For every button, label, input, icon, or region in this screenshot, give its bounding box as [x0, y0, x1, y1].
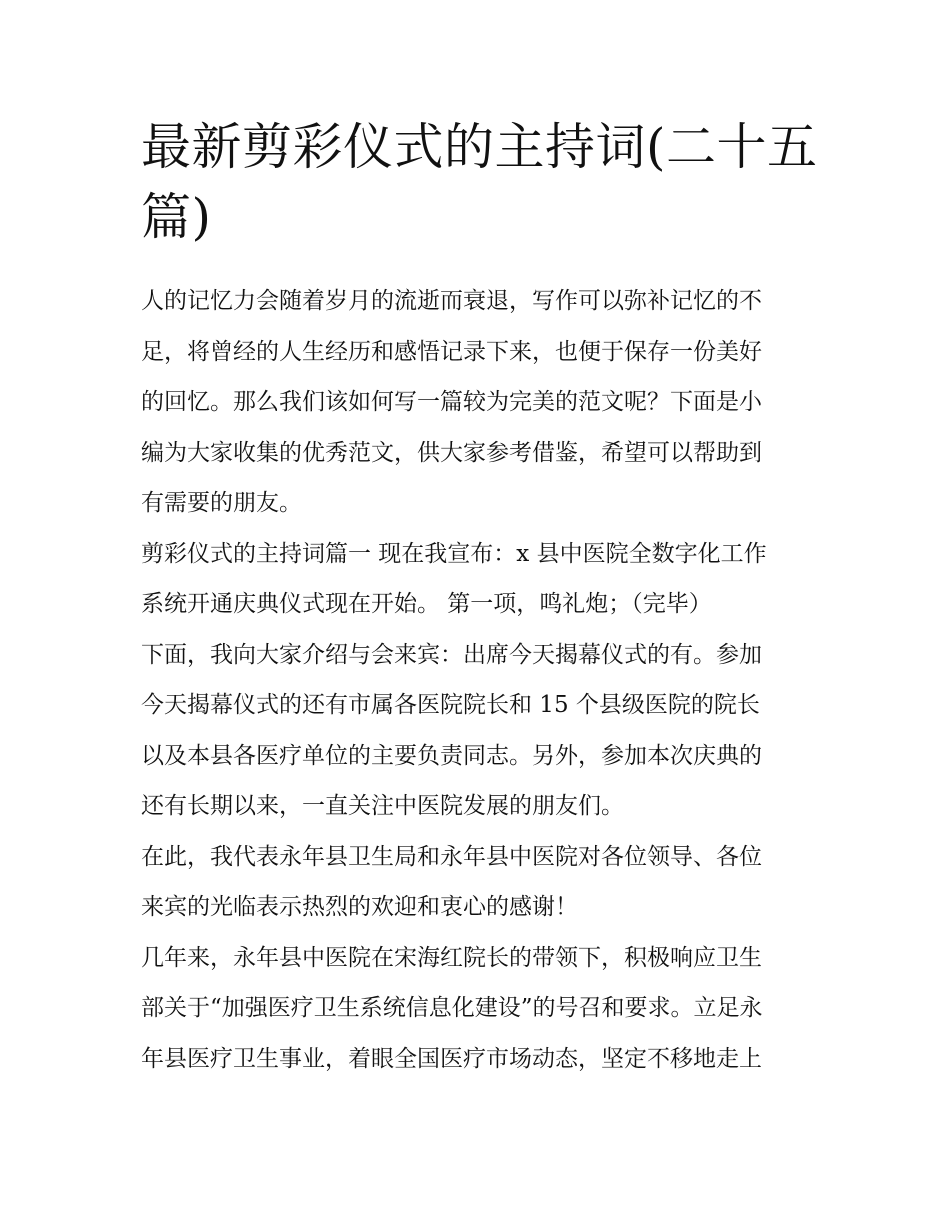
paragraph-guests [141, 630, 813, 832]
text-line: 系统开通庆典仪式现在开始。 第一项，鸣礼炮；（完毕） [141, 591, 712, 617]
text-line: 部关于“加强医疗卫生系统信息化建设”的号召和要求。立足永 [141, 995, 763, 1021]
text-line: 编为大家收集的优秀范文，供大家参考借鉴，希望可以帮助到 [141, 439, 762, 466]
text-line: 剪彩仪式的主持词篇一 现在我宣布：x 县中医院全数字化工作 [141, 540, 767, 567]
text-line: 几年来，永年县中医院在宋海红院长的带领下，积极响应卫生 [141, 944, 762, 971]
text-line: 年县医疗卫生事业，着眼全国医疗市场动态，坚定不移地走上 [141, 1045, 762, 1072]
paragraph-history [141, 933, 813, 1085]
text-line: 有需要的朋友。 [141, 490, 302, 516]
document-content [141, 112, 818, 1084]
text-line: 的回忆。那么我们该如何写一篇较为完美的范文呢？下面是小 [141, 389, 762, 415]
document-body [141, 276, 813, 1084]
text-line: 足，将曾经的人生经历和感悟记录下来，也便于保存一份美好 [141, 338, 762, 365]
text-line: 今天揭幕仪式的还有市属各医院院长和 15 个县级医院的院长 [141, 692, 760, 718]
text-line: 下面，我向大家介绍与会来宾：出席今天揭幕仪式的有。参加 [141, 641, 762, 668]
text-line: 来宾的光临表示热烈的欢迎和衷心的感谢！ [141, 894, 578, 920]
document-title [141, 112, 818, 252]
text-line: 人的记忆力会随着岁月的流逝而衰退，写作可以弥补记忆的不 [141, 288, 762, 314]
paragraph-intro [141, 276, 813, 529]
paragraph-opening [141, 529, 813, 630]
title-line: 最新剪彩仪式的主持词(二十五 [141, 118, 818, 176]
text-line: 在此，我代表永年县卫生局和永年县中医院对各位领导、各位 [141, 843, 762, 870]
title-line: 篇) [141, 188, 212, 246]
paragraph-welcome [141, 832, 813, 933]
text-line: 还有长期以来，一直关注中医院发展的朋友们。 [141, 793, 624, 819]
text-line: 以及本县各医疗单位的主要负责同志。另外，参加本次庆典的 [141, 742, 762, 769]
